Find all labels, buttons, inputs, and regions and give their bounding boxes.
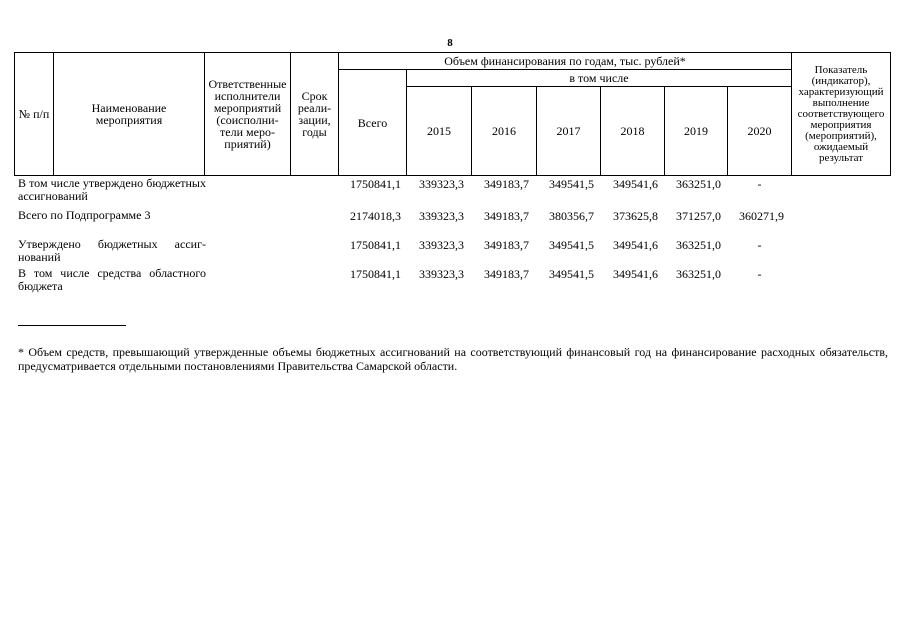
header-year-label: 2020	[747, 124, 772, 138]
row-value-2015: 339323,3	[419, 238, 464, 252]
header-responsible	[204, 52, 291, 176]
row-name: Утверждено бюджетных ассигнований	[18, 237, 206, 264]
row-value-2018: 349541,6	[613, 267, 658, 281]
row-total: 1750841,1	[350, 238, 401, 252]
header-including	[406, 69, 792, 87]
header-name	[53, 52, 205, 176]
header-year-label: 2016	[492, 124, 516, 138]
header-year-2017	[536, 86, 601, 176]
row-name: Всего по Подпрограмме 3	[18, 208, 151, 222]
footnote: * Объем средств, превышающий утвержденные объемы бюджетных ассигнований на соответствующий финансовый год на финансирование расходных обязательств, предусматривается отдельными постановлениями Правительства Самарской области.	[18, 345, 888, 373]
header-indicator	[791, 52, 891, 176]
row-value-2019: 371257,0	[676, 209, 721, 223]
row-value-2020: 360271,9	[739, 209, 784, 223]
row-value-2017: 349541,5	[549, 267, 594, 281]
header-funding	[338, 52, 792, 70]
page-number: 8	[447, 37, 453, 49]
row-total: 1750841,1	[350, 177, 401, 191]
row-value-2018: 349541,6	[613, 238, 658, 252]
header-responsible-label: Ответственные исполнители мероприятий (соисполнители мероприятий)	[208, 77, 287, 151]
row-value-2020: -	[757, 238, 762, 252]
footnote-separator	[18, 325, 126, 326]
header-total	[338, 69, 407, 176]
header-total-label: Всего	[357, 115, 388, 130]
row-value-2016: 349183,7	[484, 209, 529, 223]
row-value-2019: 363251,0	[676, 177, 721, 191]
header-num	[14, 52, 54, 176]
header-including-label: в том числе	[569, 71, 629, 85]
header-year-2019	[664, 86, 728, 176]
row-total: 1750841,1	[350, 267, 401, 281]
row-value-2020: -	[757, 267, 762, 281]
row-value-2015: 339323,3	[419, 267, 464, 281]
header-term-label: Срок реализации, годы	[297, 89, 332, 139]
header-year-2020	[727, 86, 792, 176]
row-value-2016: 349183,7	[484, 238, 529, 252]
row-value-2016: 349183,7	[484, 267, 529, 281]
header-funding-label: Объем финансирования по годам, тыс. рублей*	[444, 54, 686, 68]
row-value-2018: 349541,6	[613, 177, 658, 191]
row-value-2017: 380356,7	[549, 209, 594, 223]
row-value-2017: 349541,5	[549, 238, 594, 252]
row-value-2015: 339323,3	[419, 177, 464, 191]
row-value-2019: 363251,0	[676, 267, 721, 281]
row-name: В том числе средства областного бюджета	[18, 266, 206, 293]
header-indicator-label: Показатель (индикатор), характеризующий выполнение соответствующего мероприятия (мероприятий), ожидаемый результат	[797, 63, 885, 164]
header-year-2016	[471, 86, 537, 176]
header-year-label: 2019	[684, 124, 708, 138]
row-value-2020: -	[757, 177, 762, 191]
row-value-2019: 363251,0	[676, 238, 721, 252]
header-name-label: Наименование мероприятия	[91, 101, 167, 127]
header-year-label: 2017	[556, 124, 581, 138]
row-total: 2174018,3	[350, 209, 401, 223]
header-num-label: № п/п	[18, 107, 50, 121]
header-year-2015	[406, 86, 472, 176]
header-year-2018	[600, 86, 665, 176]
header-term	[290, 52, 339, 176]
row-value-2017: 349541,5	[549, 177, 594, 191]
row-name: В том числе утверждено бюджетных ассигнований	[18, 176, 206, 203]
row-value-2015: 339323,3	[419, 209, 464, 223]
row-value-2018: 373625,8	[613, 209, 658, 223]
header-year-label: 2015	[427, 124, 451, 138]
row-value-2016: 349183,7	[484, 177, 529, 191]
header-year-label: 2018	[620, 124, 645, 138]
